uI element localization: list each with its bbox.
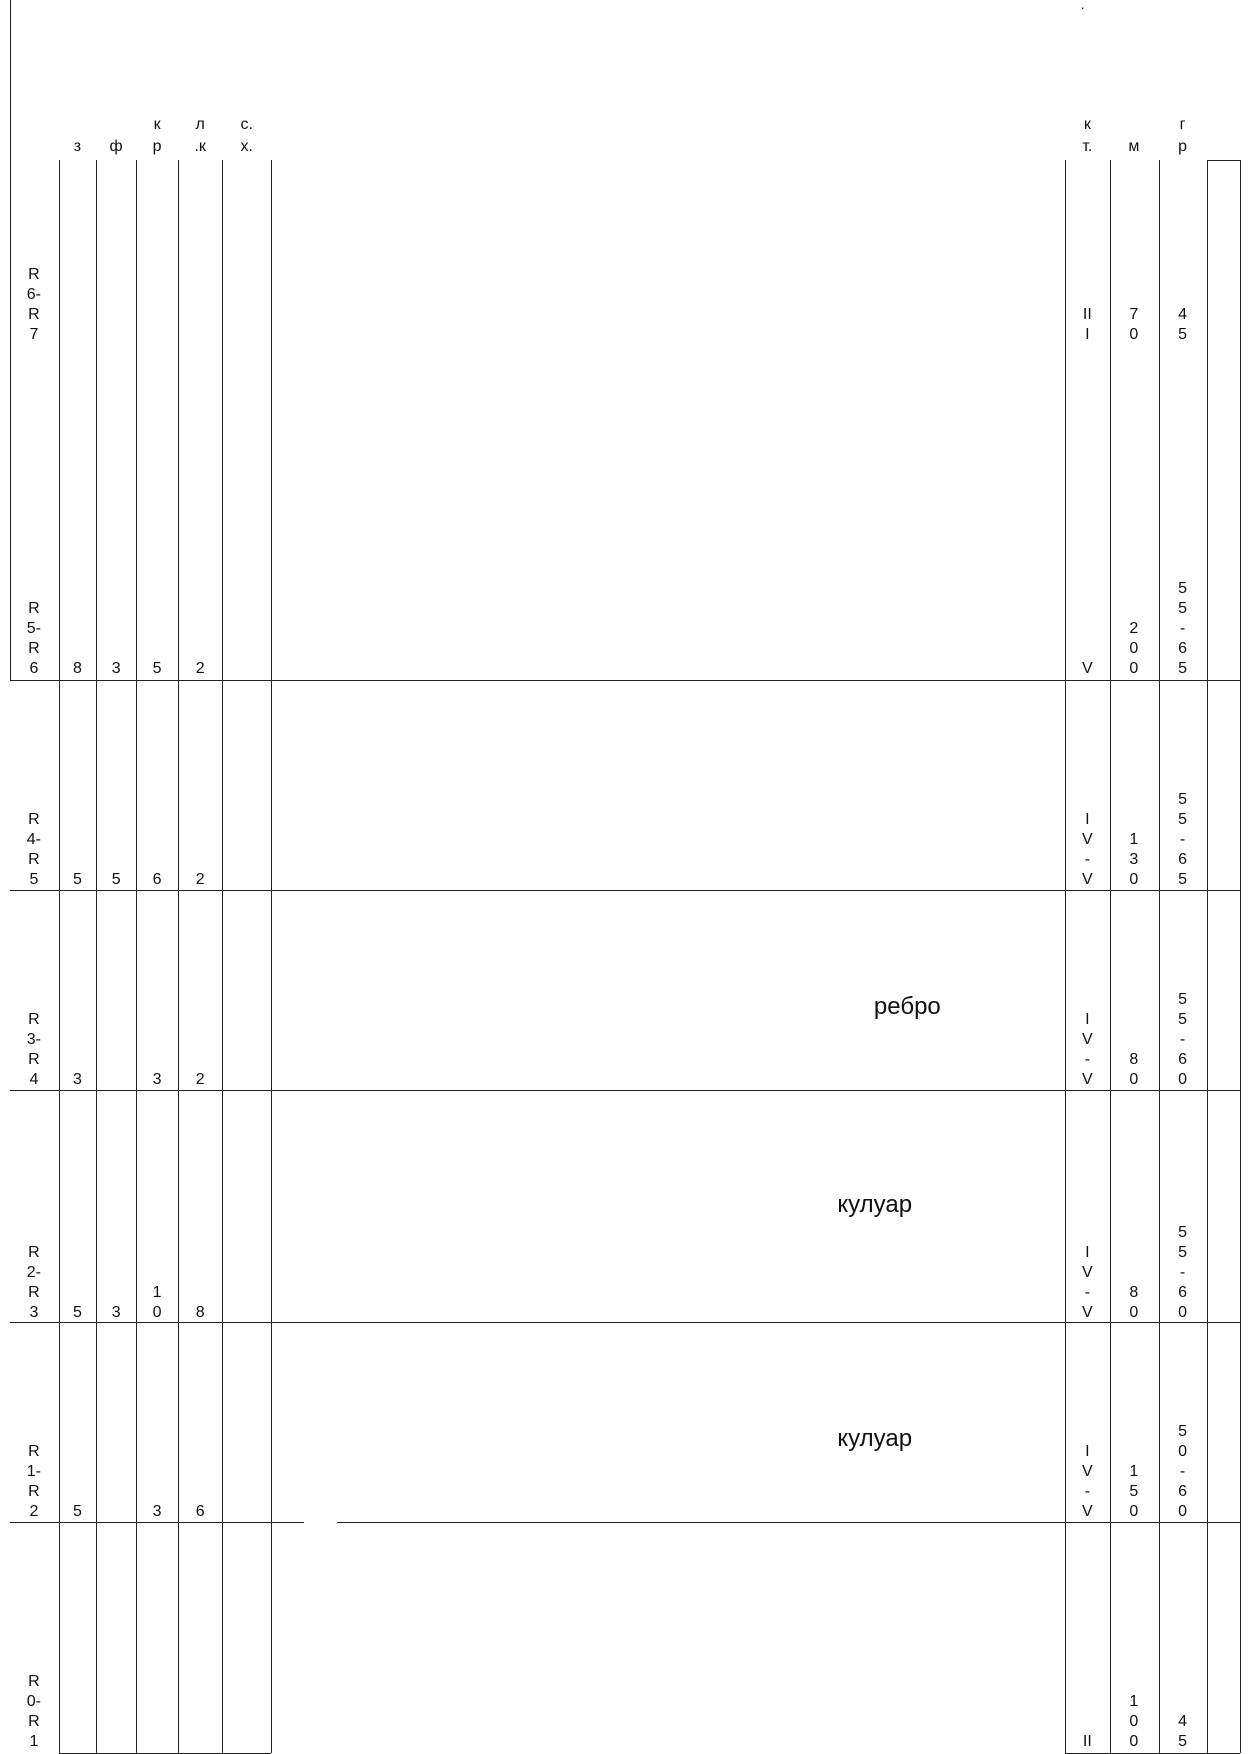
cell-lk: 2: [195, 871, 205, 889]
segment-range-label: R 3- R 4: [26, 1010, 42, 1088]
cell-kt: II: [1082, 1733, 1092, 1751]
column-divider: [271, 160, 272, 1753]
cell-m: 7 0: [1129, 306, 1139, 344]
cell-kt: V: [1082, 660, 1093, 678]
cell-z: 5: [72, 1503, 82, 1521]
row-divider: [10, 1090, 1240, 1091]
row-divider: [10, 680, 1240, 681]
column-header-f: ф: [109, 138, 123, 156]
cell-kt: I V - V: [1082, 811, 1093, 889]
cell-m: 1 5 0: [1129, 1463, 1139, 1521]
cell-m: 1 3 0: [1129, 831, 1139, 889]
cell-kr: 5: [152, 660, 162, 678]
cell-z: 5: [72, 1304, 82, 1321]
segment-range-label: R 4- R 5: [26, 811, 42, 889]
cell-m: 1 0 0: [1129, 1693, 1139, 1751]
column-divider: [1207, 160, 1208, 1753]
column-header-kt: к т.: [1082, 115, 1093, 155]
cell-gr: 5 5 - 6 5: [1178, 580, 1187, 678]
box-top-line: [1207, 160, 1240, 161]
cell-f: 3: [111, 1304, 121, 1321]
terrain-note: ребро: [873, 993, 941, 1021]
cell-f: 5: [111, 871, 121, 889]
cell-m: 8 0: [1129, 1284, 1139, 1321]
cell-lk: 6: [195, 1503, 205, 1521]
segment-range-label: R 1- R 2: [26, 1443, 42, 1521]
cell-gr: 4 5: [1178, 1713, 1187, 1751]
cell-kt: I V - V: [1082, 1443, 1093, 1521]
cell-gr: 5 5 - 6 0: [1178, 1224, 1187, 1321]
segment-range-label: R 6- R 7: [26, 266, 42, 344]
cell-lk: 8: [195, 1304, 205, 1321]
cell-f: 3: [111, 660, 121, 678]
cell-gr: 5 0 - 6 0: [1178, 1423, 1187, 1521]
column-divider: [1240, 160, 1241, 1753]
segment-range-label: R 5- R 6: [26, 600, 42, 678]
column-divider: [1110, 160, 1111, 1753]
cell-kt: I V - V: [1082, 1010, 1093, 1088]
column-header-kr: к р: [152, 115, 162, 155]
column-header-gr: г р: [1178, 115, 1187, 155]
column-header-sx: с. х.: [240, 115, 253, 155]
cell-kt: II I: [1082, 306, 1092, 344]
terrain-note: кулуар: [837, 1191, 913, 1219]
cell-kr: 3: [152, 1503, 162, 1521]
cell-kr: 6: [152, 871, 162, 889]
cell-kt: I V - V: [1082, 1244, 1093, 1321]
page-edge-line: [10, 0, 11, 680]
terrain-note: кулуар: [837, 1424, 913, 1452]
cell-m: 2 0 0: [1129, 620, 1139, 678]
cell-lk: 2: [195, 1070, 205, 1088]
cell-z: 8: [72, 660, 82, 678]
column-header-z: з: [73, 138, 82, 156]
corner-dot: .: [1080, 0, 1085, 12]
cell-z: 3: [72, 1070, 82, 1088]
cell-kr: 1 0: [152, 1284, 162, 1321]
cell-gr: 4 5: [1178, 306, 1187, 344]
column-header-lk: л .к: [194, 115, 206, 155]
cell-kr: 3: [152, 1070, 162, 1088]
row-divider: [10, 1522, 304, 1523]
row-divider: [10, 890, 1240, 891]
column-divider: [222, 160, 223, 1753]
cell-lk: 2: [195, 660, 205, 678]
cell-gr: 5 5 - 6 5: [1178, 791, 1187, 889]
segment-range-label: R 0- R 1: [26, 1673, 42, 1751]
cell-gr: 5 5 - 6 0: [1178, 990, 1187, 1088]
row-divider: [337, 1522, 1240, 1523]
segment-range-label: R 2- R 3: [26, 1244, 42, 1321]
cell-m: 8 0: [1129, 1050, 1139, 1088]
column-header-m: м: [1128, 138, 1140, 156]
cell-z: 5: [72, 871, 82, 889]
